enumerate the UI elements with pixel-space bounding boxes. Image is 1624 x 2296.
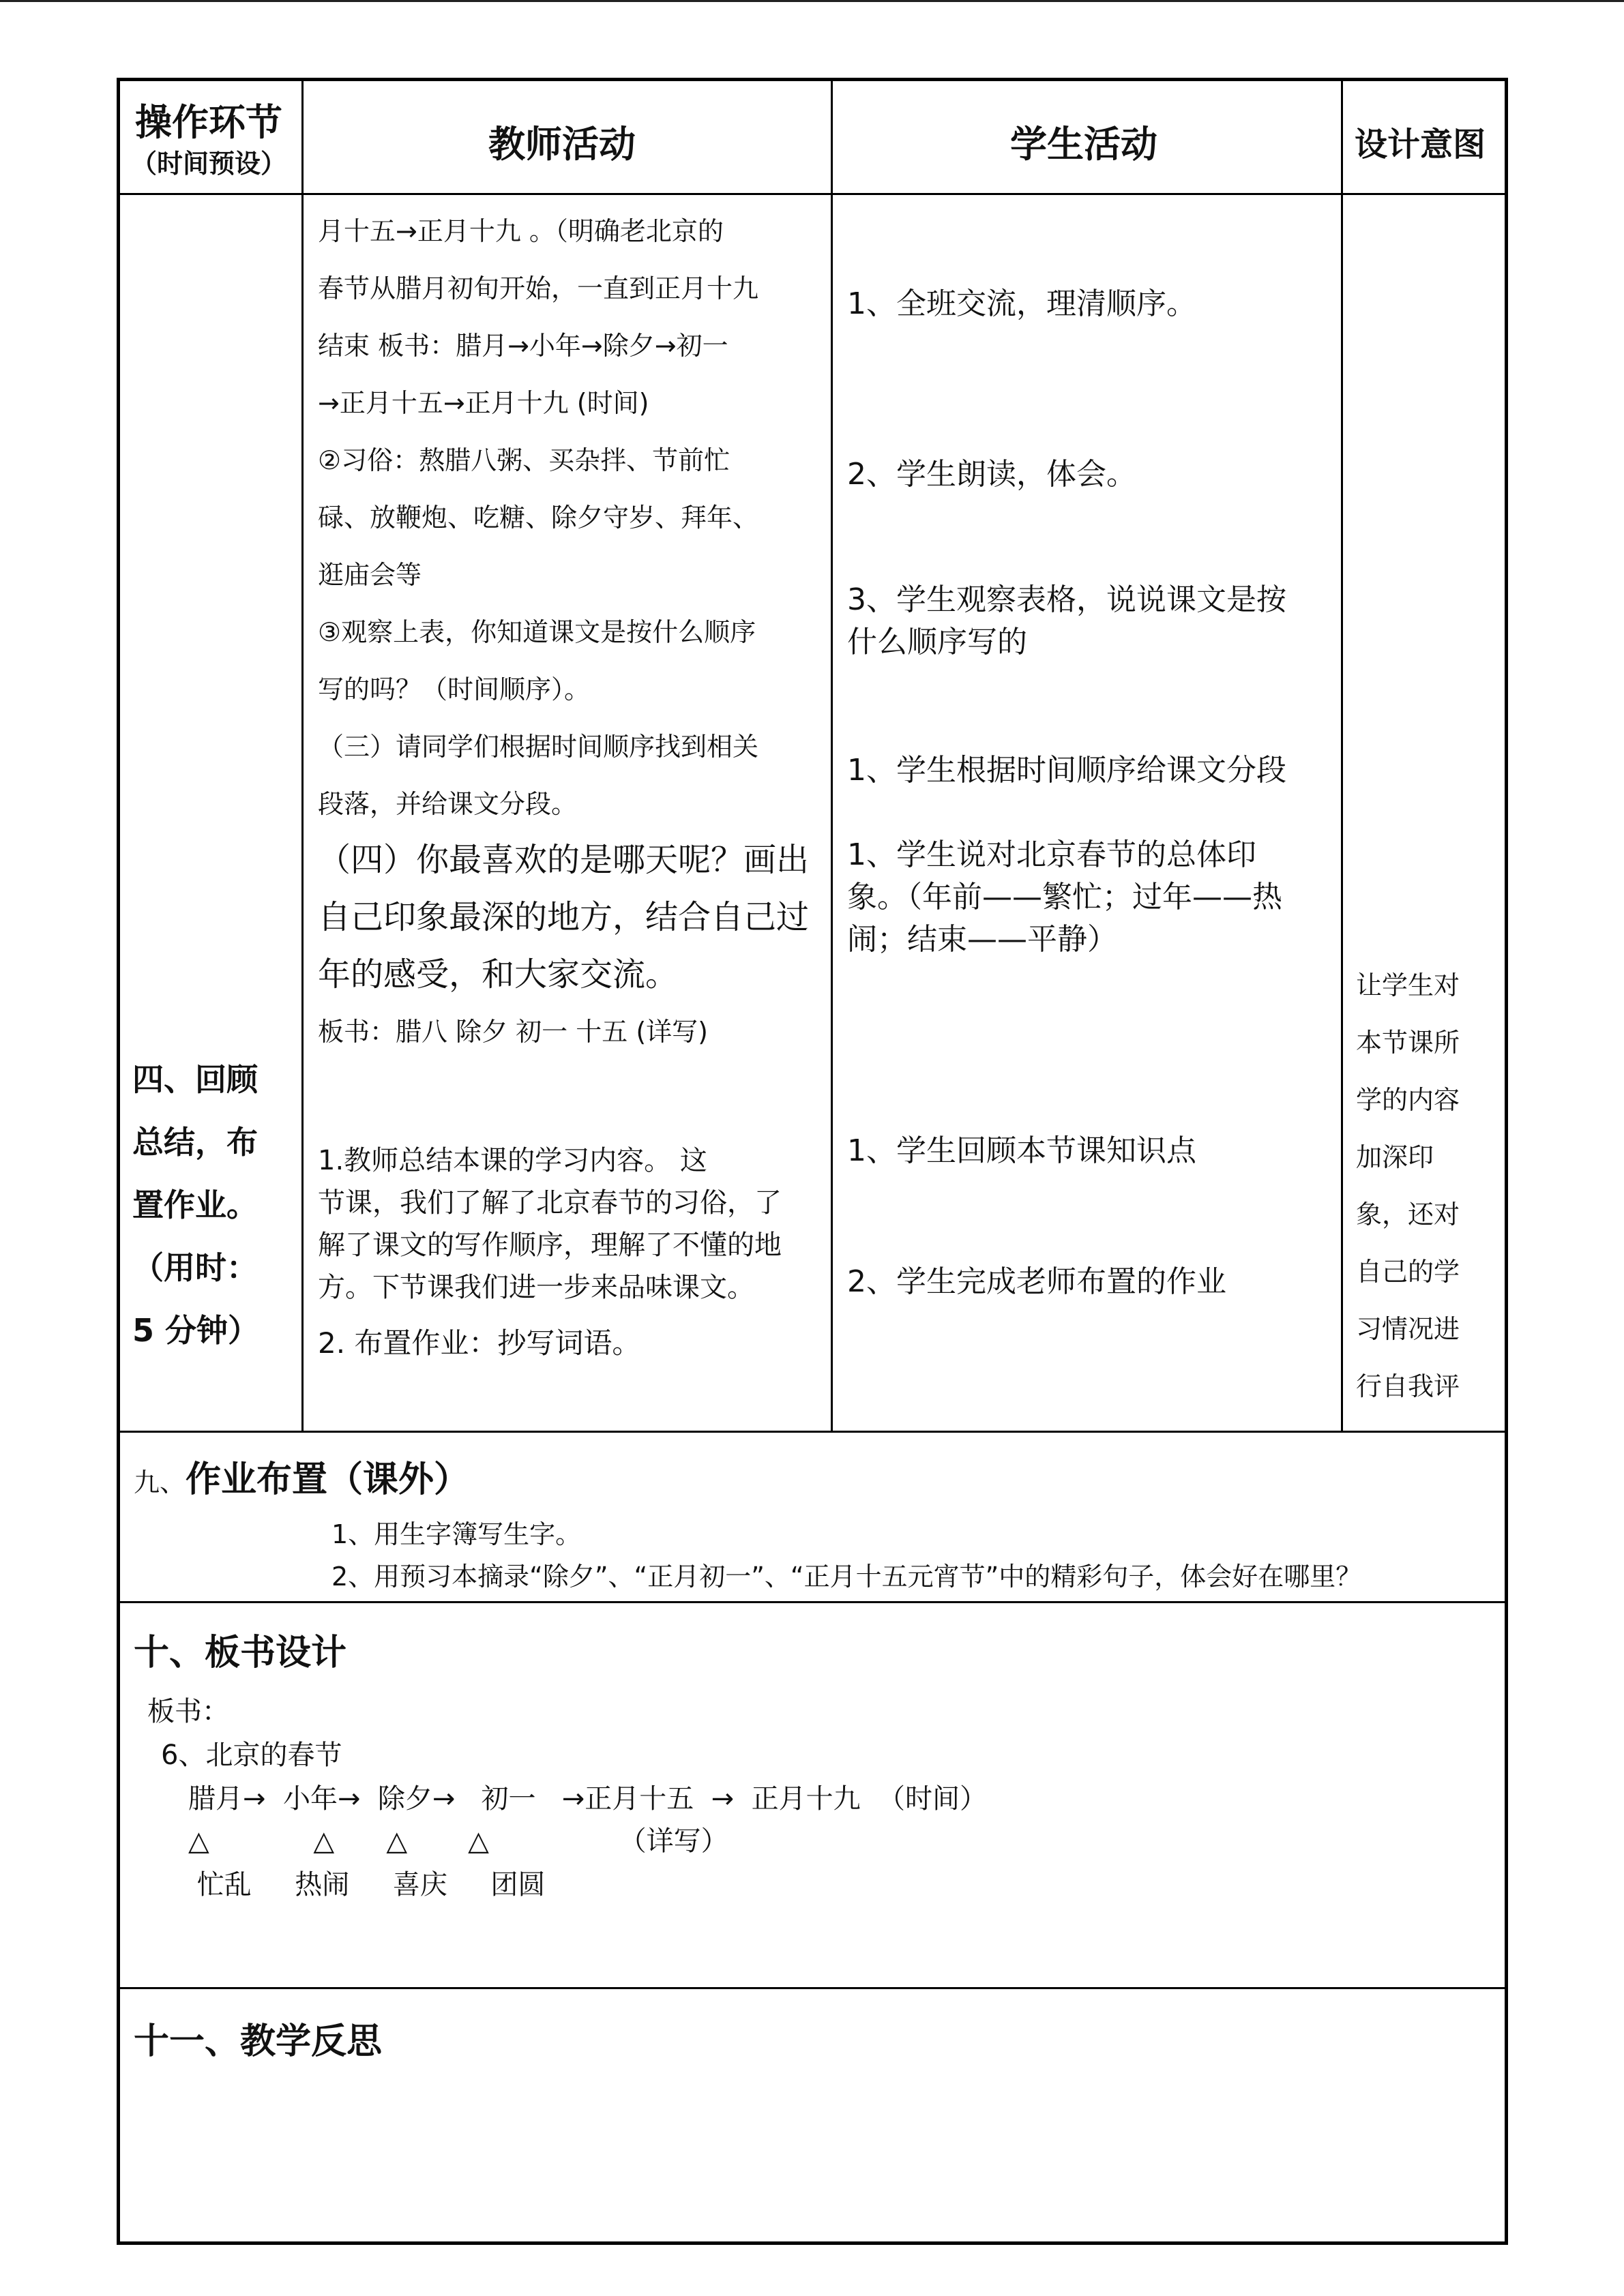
design-line: 行自我评 <box>1356 1371 1460 1401</box>
teacher-line: 1.教师总结本课的学习内容。 这 <box>318 1145 707 1176</box>
teacher-activity-text <box>318 203 758 833</box>
header-student-activity: 学生活动 <box>1010 123 1157 166</box>
teacher-line: 节课，我们了解了北京春节的习俗，了 <box>318 1187 782 1219</box>
teacher-line: 写的吗？（时间顺序）。 <box>318 674 591 704</box>
teacher-line: （三）请同学们根据时间顺序找到相关 <box>318 732 759 762</box>
design-line: 自己的学 <box>1356 1257 1460 1287</box>
design-intent-text <box>1356 957 1460 1415</box>
student-activity-3 <box>847 579 1286 664</box>
teacher-line: 方。下节课我们进一步来品味课文。 <box>318 1272 754 1303</box>
teacher-line: （四）你最喜欢的是哪天呢？画出 <box>318 841 810 879</box>
teacher-summary-text <box>318 1139 782 1309</box>
board-section-title: 十、板书设计 <box>134 1632 347 1673</box>
teacher-homework: 2. 布置作业：抄写词语。 <box>318 1326 641 1360</box>
table-column-divider-3 <box>1341 81 1343 1431</box>
student-line: 3、学生观察表格，说说课文是按 <box>847 582 1286 617</box>
board-timeline: 腊月→ 小年→ 除夕→ 初一 →正月十五 → 正月十九 （时间） <box>188 1783 988 1815</box>
phase-line: 5 分钟） <box>132 1312 260 1349</box>
lesson-plan-document <box>117 78 1508 2245</box>
teacher-line: 月十五→正月十九 。（明确老北京的 <box>318 216 724 246</box>
header-stage-time: （时间预设） <box>131 149 287 179</box>
design-line: 学的内容 <box>1356 1085 1460 1115</box>
homework-section-number: 九、 <box>134 1467 186 1497</box>
homework-section-heading: 作业布置（课外） <box>186 1459 470 1500</box>
header-design-intent: 设计意图 <box>1355 125 1486 164</box>
teacher-line: 逛庙会等 <box>318 560 422 590</box>
student-activity-1: 1、全班交流，理清顺序。 <box>847 286 1196 321</box>
student-line: 1、学生说对北京春节的总体印 <box>847 837 1256 872</box>
homework-section-title <box>134 1450 469 1502</box>
phase-line: 四、回顾 <box>132 1061 258 1098</box>
teacher-line: 段落，并给课文分段。 <box>318 789 578 819</box>
teacher-line: 结束 板书：腊月→小年→除夕→初一 <box>318 331 728 361</box>
board-label: 板书： <box>147 1696 229 1727</box>
board-detail-marks: △ △ △ △ （详写） <box>188 1825 728 1857</box>
page-top-border <box>0 0 1624 2</box>
design-line: 本节课所 <box>1356 1028 1460 1058</box>
teacher-line: ③观察上表，你知道课文是按什么顺序 <box>318 617 756 647</box>
teacher-line: 年的感受，和大家交流。 <box>318 955 679 994</box>
student-line: 闹；结束——平静） <box>847 922 1117 957</box>
phase-label <box>132 1048 259 1362</box>
board-lesson-title: 6、北京的春节 <box>161 1740 342 1771</box>
phase-line: 总结，布 <box>132 1124 258 1161</box>
homework-item-2: 2、用预习本摘录“除夕”、“正月初一”、“正月十五元宵节”中的精彩句子，体会好在哪里？ <box>331 1562 1362 1592</box>
header-teacher-activity: 教师活动 <box>488 123 636 166</box>
table-column-divider-2 <box>831 81 833 1431</box>
homework-item-1: 1、用生字簿写生字。 <box>331 1519 582 1549</box>
board-section-divider <box>120 1987 1505 1989</box>
teacher-board-line: 板书：腊八 除夕 初一 十五 (详写) <box>318 1017 708 1047</box>
student-line: 什么顺序写的 <box>847 625 1027 659</box>
table-column-divider-1 <box>301 81 304 1431</box>
teacher-line: ②习俗：熬腊八粥、买杂拌、节前忙 <box>318 445 730 475</box>
student-line: 象。（年前——繁忙；过年——热 <box>847 880 1282 914</box>
table-bottom-divider <box>120 1431 1505 1433</box>
reflection-section-title: 十一、教学反思 <box>134 2021 383 2062</box>
design-line: 习情况进 <box>1356 1314 1460 1344</box>
student-activity-2: 2、学生朗读，体会。 <box>847 457 1136 492</box>
student-activity-5 <box>847 834 1282 961</box>
teacher-line: 碌、放鞭炮、吃糖、除夕守岁、拜年、 <box>318 503 759 533</box>
teacher-activity-favorite <box>318 831 809 1003</box>
design-line: 象，还对 <box>1356 1199 1460 1229</box>
teacher-line: 解了课文的写作顺序，理解了不懂的地 <box>318 1229 782 1261</box>
student-activity-4: 1、学生根据时间顺序给课文分段 <box>847 753 1286 788</box>
phase-line: （用时： <box>132 1249 258 1286</box>
design-line: 让学生对 <box>1356 970 1460 1000</box>
board-moods: 忙乱 热闹 喜庆 团圆 <box>188 1869 546 1900</box>
header-stage: 操作环节 <box>135 101 282 144</box>
design-line: 加深印 <box>1356 1142 1434 1172</box>
student-activity-7: 2、学生完成老师布置的作业 <box>847 1264 1226 1299</box>
teacher-line: 自己印象最深的地方，结合自己过 <box>318 898 810 936</box>
teacher-line: 春节从腊月初旬开始，一直到正月十九 <box>318 273 759 303</box>
phase-line: 置作业。 <box>132 1187 258 1223</box>
teacher-line: →正月十五→正月十九 (时间) <box>318 388 649 418</box>
table-header-divider <box>120 193 1505 195</box>
student-activity-6: 1、学生回顾本节课知识点 <box>847 1133 1196 1168</box>
homework-section-divider <box>120 1601 1505 1603</box>
